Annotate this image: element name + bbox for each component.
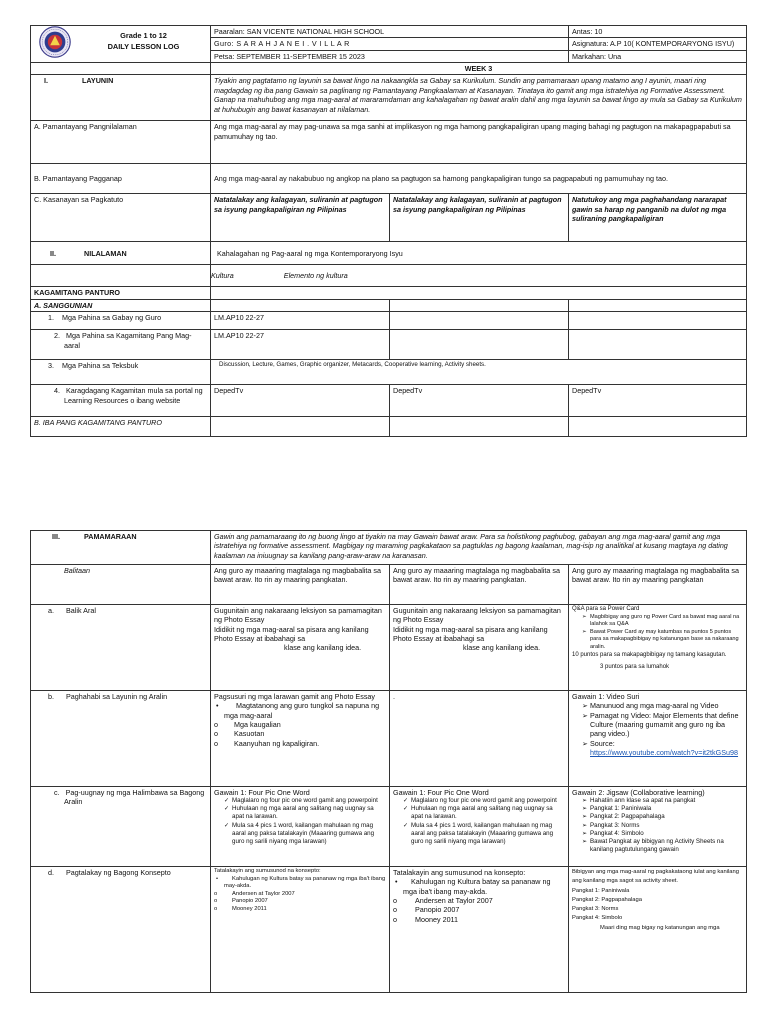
circle-bullet-icon: o bbox=[214, 905, 218, 912]
check-icon: ✓ bbox=[224, 797, 230, 805]
resource-row-3-label: 3. Mga Pahina sa Teksbuk bbox=[31, 360, 211, 385]
arrow-bullet-icon: ➢ bbox=[582, 628, 587, 635]
performance-standard-label: B. Pamantayang Pagganap bbox=[31, 164, 211, 194]
subject-value: Asignatura: A.P 10( KONTEMPORARYONG ISYU) bbox=[569, 38, 747, 50]
motive-day2: . bbox=[390, 691, 569, 787]
balitaan-day1: Ang guro ay maaaring magtalaga ng magbabalita sa bawat araw. Ito rin ay maaring pangkatan. bbox=[211, 565, 390, 605]
resource-row-1-label: 1. Mga Pahina sa Gabay ng Guro bbox=[31, 312, 211, 330]
circle-bullet-icon: o bbox=[393, 914, 397, 924]
resource-row-3-value: Discussion, Lecture, Games, Graphic organizer, Metacards, Cooperative learning, Activity sheets. bbox=[211, 360, 747, 385]
concept-day1: Tatalakayin ang sumusunod na konsepto: • Kahulugan ng Kultura batay sa pananaw ng mga iba't ibang may-akda. o Andersen at Taylor 2007 o Panopio 2007 o Mooney 2011 bbox=[211, 867, 390, 993]
review-day1: Gugunitain ang nakaraang leksiyon sa pamamagitan ng Photo Essay Ididikit ng mga mag-aaral sa pisara ang kanilang Photo Essay at ibabahagi sa klase ang kanilang idea. bbox=[211, 605, 390, 691]
arrow-bullet-icon: ➢ bbox=[582, 701, 589, 711]
competency-day1: Natatalakay ang kalagayan, suliranin at pagtugon sa isyung pangkapaligiran ng Pilipinas bbox=[211, 194, 390, 242]
performance-standard-text: Ang mga mag-aaral ay nakabubuo ng angkop na plano sa pagtugon sa hamong pangkapaligiran tungo sa pagpapabuti ng pamumuhay ng tao. bbox=[211, 164, 747, 194]
grade-value: Antas: 10 bbox=[569, 26, 747, 38]
arrow-bullet-icon: ➢ bbox=[582, 613, 587, 620]
content-text: Kahalagahan ng Pag-aaral ng mga Kontemporaryong Isyu bbox=[211, 242, 747, 265]
arrow-bullet-icon: ➢ bbox=[582, 738, 589, 748]
examples-day1: Gawain 1: Four Pic One Word ✓ Maglalaro ng four pic one word gamit ang powerpoint ✓ Huhulaan ng mga aaral ang salitang nag uugnay sa apat na larawan. ✓ Mula sa 4 pics 1 word, kailangan mahulaan ng mag aaral ang paksa tatalakayin (Maaaring gumawa ang guro ng sarili niyang mga larawan) bbox=[211, 787, 390, 867]
arrow-bullet-icon: ➢ bbox=[582, 829, 588, 837]
arrow-bullet-icon: ➢ bbox=[582, 821, 588, 829]
teacher-name: Guro: S A R A H J A N E I . V I L L A R bbox=[211, 38, 569, 50]
examples-label: c. Pag-uugnay ng mga Halimbawa sa Bagong Aralin bbox=[31, 787, 211, 867]
check-icon: ✓ bbox=[224, 821, 230, 829]
bullet-icon: • bbox=[395, 877, 398, 887]
content-num: II. bbox=[50, 248, 56, 258]
resource-row-4-day2: DepedTv bbox=[390, 385, 569, 417]
resource-row-4-label: 4. Karagdagang Kagamitan mula sa portal ng Learning Resources o ibang website bbox=[31, 385, 211, 417]
objectives-num: I. bbox=[44, 76, 48, 86]
date-range: Petsa: SEPTEMBER 11-SEPTEMBER 15 2023 bbox=[211, 50, 569, 62]
bullet-icon: • bbox=[216, 875, 219, 882]
check-icon: ✓ bbox=[403, 805, 409, 813]
concept-label: d. Pagtalakay ng Bagong Konsepto bbox=[31, 867, 211, 993]
arrow-bullet-icon: ➢ bbox=[582, 837, 588, 845]
content-subtopics bbox=[211, 265, 747, 287]
circle-bullet-icon: o bbox=[214, 720, 218, 730]
resource-row-1-value: LM.AP10 22-27 bbox=[211, 312, 390, 330]
content-standard-text: Ang mga mag-aaral ay may pag-unawa sa mga sanhi at implikasyon ng mga hamong pangkapaligiran upang maging bahagi ng pagtugon na makapagpapabuti sa pamumuhay ng tao. bbox=[211, 121, 747, 164]
balitaan-day3: Ang guro ay maaaring magtalaga ng magbabalita sa bawat araw. Ito rin ay maaring pangkatan bbox=[569, 565, 747, 605]
balitaan-day2: Ang guro ay maaaring magtalaga ng magbabalita sa bawat araw. Ito rin ay maaring pangkatan. bbox=[390, 565, 569, 605]
resource-row-4-day1: DepedTv bbox=[211, 385, 390, 417]
arrow-bullet-icon: ➢ bbox=[582, 710, 589, 720]
other-materials-label: B. IBA PANG KAGAMITANG PANTURO bbox=[31, 417, 211, 437]
resource-row-2-value: LM.AP10 22-27 bbox=[211, 330, 390, 360]
school-name: Paaralan: SAN VICENTE NATIONAL HIGH SCHOOL bbox=[211, 26, 569, 38]
review-day2: Gugunitain ang nakaraang leksiyon sa pamamagitan ng Photo Essay Ididikit ng mga mag-aaral sa pisara ang kanilang Photo Essay at ibabahagi sa klase ang kanilang idea. bbox=[390, 605, 569, 691]
motive-day3: Gawain 1: Video Suri ➢ Manunuod ang mga mag-aaral ng Video ➢ Pamagat ng Video: Major Elements that define Culture (maaring gumamit ang guro ng iba pang video.) ➢ Source: https://www.youtube.com/watch?v=it2tkGSu98 bbox=[569, 691, 747, 787]
balitaan-label: Balitaan bbox=[31, 565, 211, 605]
check-icon: ✓ bbox=[403, 797, 409, 805]
header-logo-cell bbox=[31, 26, 211, 63]
arrow-bullet-icon: ➢ bbox=[582, 797, 588, 805]
deped-seal-icon bbox=[39, 26, 71, 58]
grade-level: Grade 1 to 12 bbox=[120, 31, 167, 41]
examples-day3: Gawain 2: Jigsaw (Collaborative learning) ➢ Hahatiin ann klase sa apat na pangkat ➢ Pangkat 1: Paniniwala ➢ Pangkat 2: Pagpapahalaga ➢ Pangkat 3: Norms ➢ Pangkat 4: Simbolo ➢ Bawat Pangkat ay bibigyan ng Activity Sheets na kanilang pagtutulungang gawain bbox=[569, 787, 747, 867]
motive-day1: Pagsusuri ng mga larawan gamit ang Photo Essay • Magtatanong ang guro tungkol sa napuna ng mga mag-aaral o Mga kaugalian o Kasuotan o Kaanyuhan ng kapaligiran. bbox=[211, 691, 390, 787]
content-subtopic-1: Kultura bbox=[211, 271, 234, 281]
bullet-icon: • bbox=[216, 701, 219, 711]
check-icon: ✓ bbox=[224, 805, 230, 813]
resource-row-4-day3: DepedTv bbox=[569, 385, 747, 417]
review-day3: Q&A para sa Power Card ➢ Magbibigay ang guro ng Power Card sa bawat mag aaral na lalahok sa Q&A ➢ Bawat Power Card ay may katumbas na puntos 5 puntos para sa makapagbibigay ng katanungan base sa nakaraang aralin. 10 puntos para sa makapagbibigay ng tamang kasagutan. 3 puntos para sa lumahok bbox=[569, 605, 747, 691]
sanggunian-label: A. SANGGUNIAN bbox=[31, 299, 211, 311]
arrow-bullet-icon: ➢ bbox=[582, 813, 588, 821]
review-label: a. Balik Aral bbox=[31, 605, 211, 691]
week-label: WEEK 3 bbox=[211, 63, 747, 75]
content-label: NILALAMAN bbox=[84, 248, 127, 258]
examples-day2: Gawain 1: Four Pic One Word ✓ Maglalaro ng four pic one word gamit ang powerpoint ✓ Huhulaan ng mga aaral ang salitang nag uugnay sa apat na larawan. ✓ Mula sa 4 pics 1 word, kailangan mahulaan ng mag aaral ang paksa tatalakayin (Maaaring gumawa ang guro ng sarili niyang mga larawan) bbox=[390, 787, 569, 867]
circle-bullet-icon: o bbox=[393, 896, 397, 906]
lesson-log-procedure-table bbox=[30, 530, 747, 993]
circle-bullet-icon: o bbox=[214, 729, 218, 739]
content-heading bbox=[31, 242, 211, 265]
quarter-value: Markahan: Una bbox=[569, 50, 747, 62]
content-subtopic-2: Elemento ng kultura bbox=[283, 271, 348, 281]
content-standard-label: A. Pamantayang Pangnilalaman bbox=[31, 121, 211, 164]
objectives-text: Tiyakin ang pagtatamo ng layunin sa bawat lingo na nakaangkla sa Gabay sa Kurikulum. Sundin ang pamamaraan upang matamo ang I ayunin, maari ring magdagdag ng iba pang Gawain sa paglinang ng Pamantayang Pangkaalaman at Kasanayan. Tinataya ito gamit ang mga istratehiya ng Formative Assessment. Ganap na mahuhubog ang mga mag-aaral at mararamdaman ang kahalagahan ng bawat aralin dahil ang mga layunin sa bawat lingo ay mula sa Gabay sa Kurikulum at huhubugin ang bawat kasanayan at nilalaman. bbox=[211, 75, 747, 121]
concept-day2: Tatalakayin ang sumusunod na konsepto: • Kahulugan ng Kultura batay sa pananaw ng mga iba't ibang may-akda. o Andersen at Taylor 2007 o Panopio 2007 o Mooney 2011 bbox=[390, 867, 569, 993]
competencies-label: C. Kasanayan sa Pagkatuto bbox=[31, 194, 211, 242]
arrow-bullet-icon: ➢ bbox=[582, 805, 588, 813]
concept-day3: Bibigyan ang mga mag-aaral ng pagkakataong iulat ang kanilang ang kanilang mga sagot sa activity sheet. Pangkat 1: Paniniwala Pangkat 2: Pagpapahalaga Pangkat 3: Norms Pangkat 4: Simbolo Maari ding mag bigay ng katanungan ang mga bbox=[569, 867, 747, 993]
competency-day3: Natutukoy ang mga paghahandang nararapat gawin sa harap ng panganib na dulot ng mga suliraning pangkapaligiran bbox=[569, 194, 747, 242]
circle-bullet-icon: o bbox=[214, 898, 218, 905]
lesson-log-header-table bbox=[30, 25, 747, 437]
check-icon: ✓ bbox=[403, 821, 409, 829]
objectives-label: LAYUNIN bbox=[82, 76, 114, 86]
motive-label: b. Paghahabi sa Layunin ng Aralin bbox=[31, 691, 211, 787]
competency-day2: Natatalakay ang kalagayan, suliranin at pagtugon sa isyung pangkapaligiran ng Pilipinas bbox=[390, 194, 569, 242]
resources-label: KAGAMITANG PANTURO bbox=[31, 287, 211, 299]
circle-bullet-icon: o bbox=[393, 905, 397, 915]
resource-row-2-label: 2. Mga Pahina sa Kagamitang Pang Mag-aaral bbox=[31, 330, 211, 360]
circle-bullet-icon: o bbox=[214, 890, 218, 897]
circle-bullet-icon: o bbox=[214, 738, 218, 748]
objectives-heading bbox=[31, 75, 211, 121]
procedure-heading: III. PAMAMARAAN bbox=[31, 531, 211, 565]
procedure-text: Gawin ang pamamaraang ito ng buong lingo at tiyakin na may Gawain bawat araw. Para sa holistikong paghubog, gabayan ang mga mag-aaral gamit ang mga istratehiya ng formative assessment. Magbigay ng maraming pagkakataon sa pagtuklas ng bagong kaalaman, mag-isip ng analitikal at kusang magtaya ng dating kaalaman na iniuugnay sa kanilang pang-araw-araw na karanasan. bbox=[211, 531, 747, 565]
log-title: DAILY LESSON LOG bbox=[107, 42, 180, 51]
video-source-link[interactable]: https://www.youtube.com/watch?v=it2tkGSu98 bbox=[590, 748, 739, 758]
